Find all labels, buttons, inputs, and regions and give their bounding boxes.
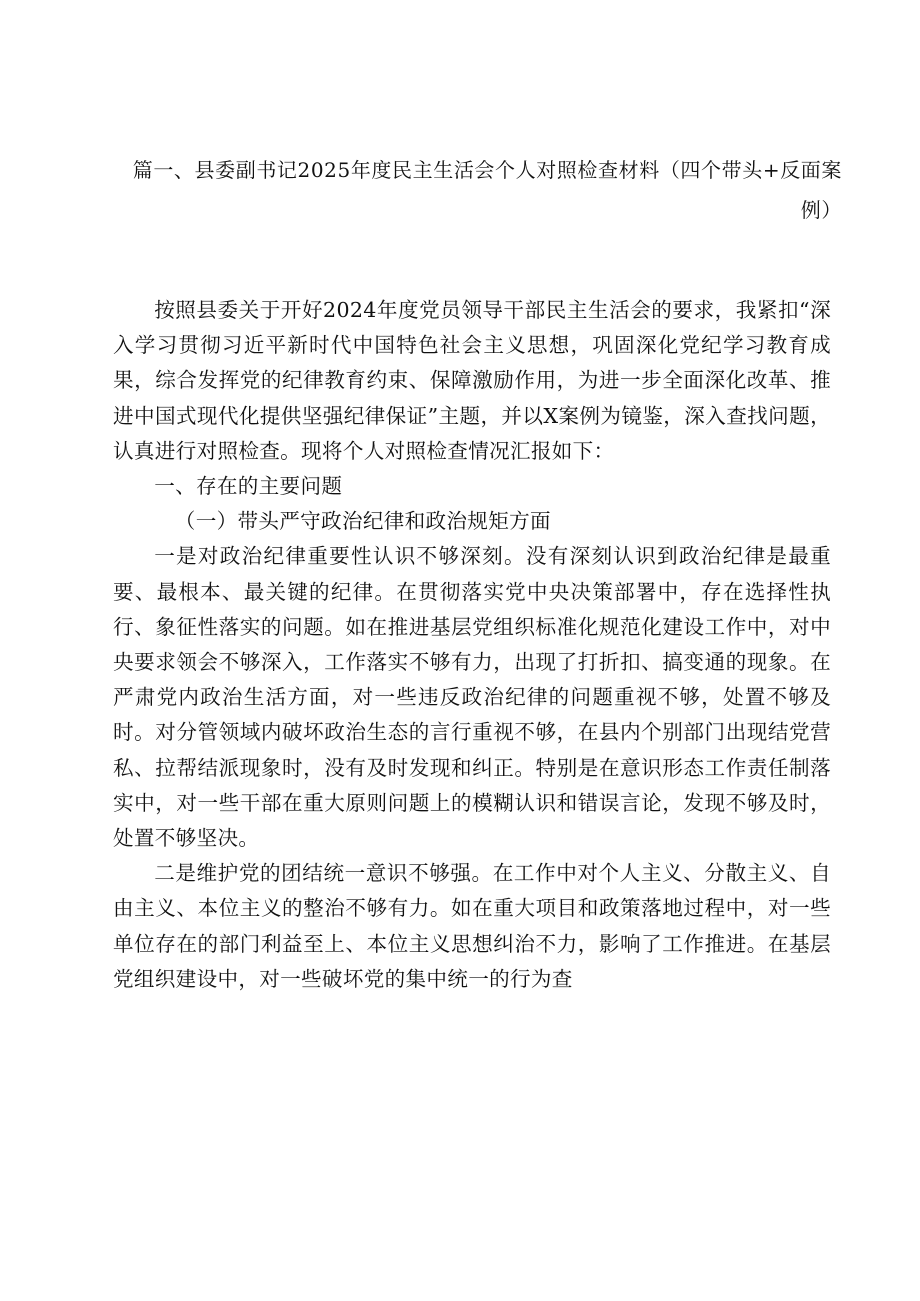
document-body: [113, 293, 831, 997]
body-paragraph: 一是对政治纪律重要性认识不够深刻。没有深刻认识到政治纪律是最重要、最根本、最关键的纪律。在贯彻落实党中央决策部署中，存在选择性执行、象征性落实的问题。如在推进基层党组织标准化规范化建设工作中，对中央要求领会不够深入，工作落实不够有力，出现了打折扣、搞变通的现象。在严肃党内政治生活方面，对一些违反政治纪律的问题重视不够，处置不够及时。对分管领域内破坏政治生态的言行重视不够，在县内个别部门出现结党营私、拉帮结派现象时，没有及时发现和纠正。特别是在意识形态工作责任制落实中，对一些干部在重大原则问题上的模糊认识和错误言论，发现不够及时，处置不够坚决。: [113, 544, 831, 851]
subsection-heading: （一）带头严守政治纪律和政治规矩方面: [174, 509, 551, 534]
document-title: 篇一、县委副书记2025年度民主生活会个人对照检查材料（四个带头+反面案例）: [132, 158, 842, 222]
intro-paragraph: 按照县委关于开好2024年度党员领导干部民主生活会的要求，我紧扣“深入学习贯彻习近平新时代中国特色社会主义思想，巩固深化党纪学习教育成果，综合发挥党的纪律教育约束、保障激励作用，为进一步全面深化改革、推进中国式现代化提供坚强纪律保证”主题，并以X案例为镜鉴，深入查找问题，认真进行对照检查。现将个人对照检查情况汇报如下：: [113, 298, 831, 463]
body-paragraph: 二是维护党的团结统一意识不够强。在工作中对个人主义、分散主义、自由主义、本位主义的整治不够有力。如在重大项目和政策落地过程中，对一些单位存在的部门利益至上、本位主义思想纠治不力，影响了工作推进。在基层党组织建设中，对一些破坏党的集中统一的行为查: [113, 861, 831, 991]
section-heading: 一、存在的主要问题: [154, 474, 343, 499]
